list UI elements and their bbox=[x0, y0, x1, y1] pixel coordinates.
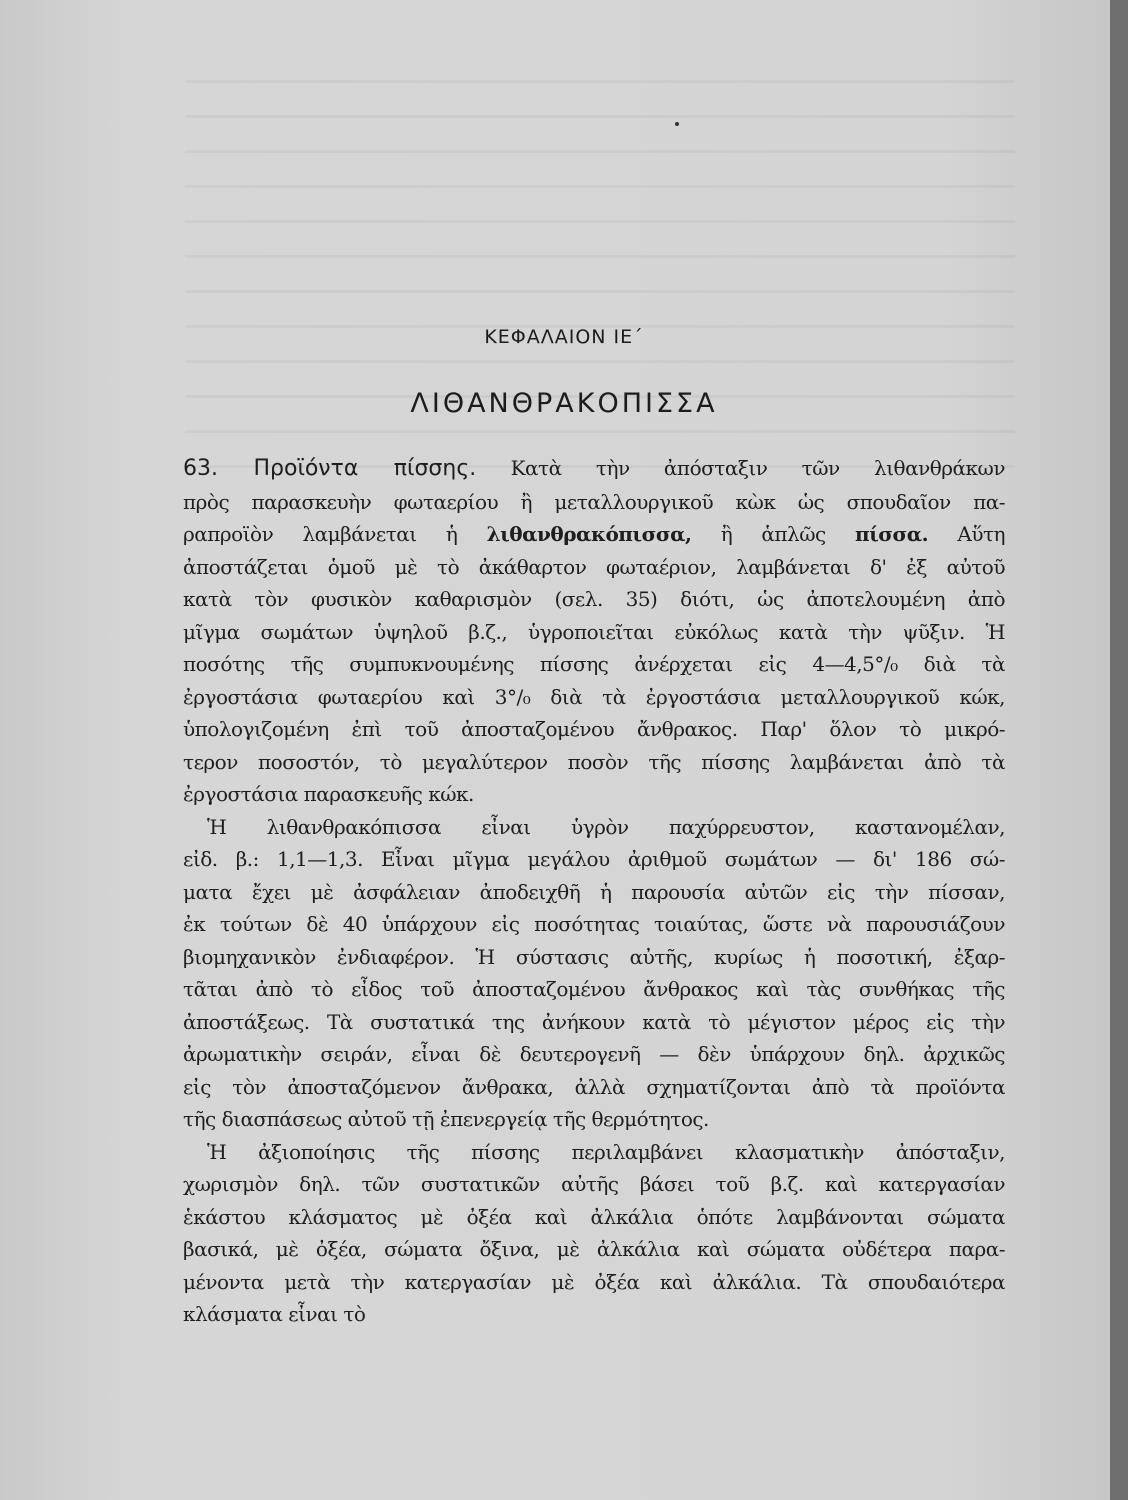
text-line: κλάσματα εἶναι τὸ bbox=[183, 1302, 366, 1326]
text-line: τερον ποσοστόν, τὸ μεγαλύτερον ποσὸν τῆς πίσσης λαμβάνεται ἀπὸ τὰ bbox=[183, 749, 1005, 774]
text-line: ποσότης τῆς συμπυκνουμένης πίσσης ἀνέρχεται εἰς 4—4,5°/₀ διὰ τὰ bbox=[183, 652, 1005, 676]
text-line: εἰδ. β.: 1,1—1,3. Εἶναι μῖγμα μεγάλου ἀριθμοῦ σωμάτων — δι' 186 σώ- bbox=[183, 847, 1005, 871]
text-line: εἰς τὸν ἀποσταζόμενον ἄνθρακα, ἀλλὰ σχηματίζονται ἀπὸ τὰ προϊόντα bbox=[183, 1074, 1005, 1099]
chapter-label: ΚΕΦΑΛΑΙΟΝ ΙΕ΄ bbox=[484, 326, 644, 348]
body-text bbox=[183, 452, 1005, 1331]
term-bold: λιθανθρακόπισσα, bbox=[486, 522, 692, 546]
text-line: ἑκάστου κλάσματος μὲ ὀξέα καὶ ἀλκάλια ὁπότε λαμβάνονται σώματα bbox=[183, 1204, 1005, 1229]
text-line: κατὰ τὸν φυσικὸν καθαρισμὸν (σελ. 35) διότι, ὡς ἀποτελουμένη ἀπὸ bbox=[183, 587, 1005, 611]
text-line: ἀρωματικὴν σειράν, εἶναι δὲ δευτερογενῆ — δὲν ὑπάρχουν δηλ. ἀρχικῶς bbox=[183, 1042, 1005, 1066]
text-line: βιομηχανικὸν ἐνδιαφέρον. Ἡ σύστασις αὐτῆς, κυρίως ἡ ποσοτική, ἐξαρ- bbox=[183, 944, 1005, 969]
text-line: τᾶται ἀπὸ τὸ εἶδος τοῦ ἀποσταζομένου ἄνθρακος καὶ τὰς συνθήκας τῆς bbox=[183, 977, 1005, 1001]
text-fragment: Κατὰ τὴν ἀπόσταξιν τῶν λιθανθράκων bbox=[510, 456, 1006, 480]
text-fragment: ραπροϊὸν λαμβάνεται ἡ bbox=[183, 522, 458, 546]
text-line: Ἡ λιθανθρακόπισσα εἶναι ὑγρὸν παχύρρευστον, καστανομέλαν, bbox=[207, 814, 1005, 839]
text-line: ἀποστάζεται ὁμοῦ μὲ τὸ ἀκάθαρτον φωταέριον, λαμβάνεται δ' ἐξ αὐτοῦ bbox=[183, 554, 1005, 579]
text-line: ὑπολογιζομένη ἐπὶ τοῦ ἀποσταζομένου ἄνθρακος. Παρ' ὅλον τὸ μικρό- bbox=[183, 717, 1005, 741]
text-line: χωρισμὸν δηλ. τῶν συστατικῶν αὐτῆς βάσει τοῦ β.ζ. καὶ κατεργασίαν bbox=[183, 1172, 1005, 1196]
text-fragment: ἢ ἁπλῶς bbox=[720, 522, 826, 546]
text-line: μῖγμα σωμάτων ὑψηλοῦ β.ζ., ὑγροποιεῖται εὐκόλως κατὰ τὴν ψῦξιν. Ἡ bbox=[183, 619, 1005, 644]
term-bold: πίσσα. bbox=[854, 522, 929, 546]
text-line: τῆς διασπάσεως αὐτοῦ τῇ ἐπενεργείᾳ τῆς θερμότητος. bbox=[183, 1107, 709, 1131]
text-line: ματα ἔχει μὲ ἀσφάλειαν ἀποδειχθῆ ἡ παρουσία αὐτῶν εἰς τὴν πίσσαν, bbox=[183, 879, 1005, 904]
text-line: μένοντα μετὰ τὴν κατεργασίαν μὲ ὀξέα καὶ ἀλκάλια. Τὰ σπουδαιότερα bbox=[183, 1269, 1005, 1294]
section-heading: 63. Προϊόντα πίσσης. bbox=[183, 456, 477, 481]
ink-speck bbox=[675, 122, 679, 126]
text-line: Ἡ ἀξιοποίησις τῆς πίσσης περιλαμβάνει κλασματικὴν ἀπόσταξιν, bbox=[207, 1139, 1005, 1164]
text-line: ἐκ τούτων δὲ 40 ὑπάρχουν εἰς ποσότητας τοιαύτας, ὥστε νὰ παρουσιάζουν bbox=[183, 912, 1005, 936]
text-line: πρὸς παρασκευὴν φωταερίου ἢ μεταλλουργικοῦ κὼκ ὡς σπουδαῖον πα- bbox=[183, 489, 1005, 514]
text-fragment: Αὕτη bbox=[957, 522, 1006, 546]
text-line: ἐργοστάσια φωταερίου καὶ 3°/₀ διὰ τὰ ἐργοστάσια μεταλλουργικοῦ κώκ, bbox=[183, 684, 1005, 709]
chapter-title: ΛΙΘΑΝΘΡΑΚΟΠΙΣΣΑ bbox=[410, 388, 718, 419]
text-line: ἐργοστάσια παρασκευῆς κώκ. bbox=[183, 782, 474, 806]
text-line bbox=[183, 518, 1005, 551]
text-line: ἀποστάξεως. Τὰ συστατικά της ἀνήκουν κατὰ τὸ μέγιστον μέρος εἰς τὴν bbox=[183, 1009, 1005, 1034]
text-line bbox=[183, 452, 1005, 486]
text-line: βασικά, μὲ ὀξέα, σώματα ὄξινα, μὲ ἀλκάλια καὶ σώματα οὐδέτερα παρα- bbox=[183, 1237, 1005, 1261]
bleed-through-shadow bbox=[185, 80, 1015, 500]
